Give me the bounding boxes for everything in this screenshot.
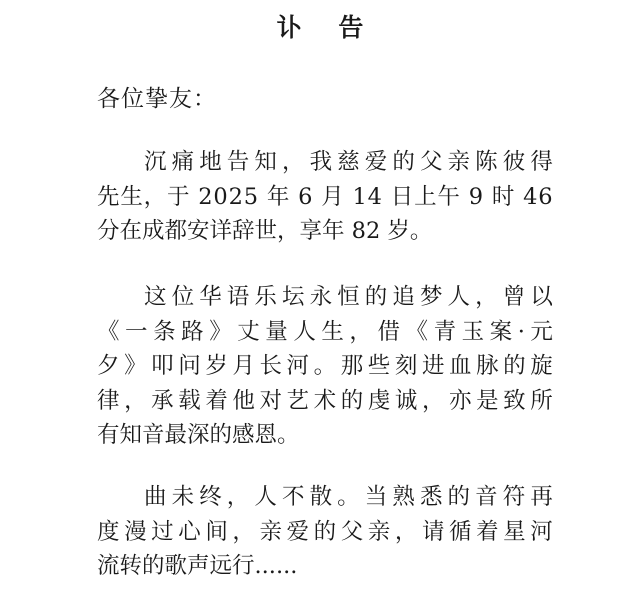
- paragraph-line: 有知音最深的感恩。: [97, 422, 300, 448]
- paragraph-line: 沉 痛 地 告 知 ， 我 慈 爱 的 父 亲 陈 彼 得: [144, 149, 553, 175]
- paragraph-line: 分在成都安详辞世，享年 82 岁。: [97, 218, 433, 244]
- paragraph-line: 夕 》 叩 问 岁 月 长 河 。 那 些 刻 进 血 脉 的 旋: [97, 353, 553, 379]
- paragraph-farewell: [97, 480, 553, 584]
- paragraph-line: 曲 未 终 ， 人 不 散 。 当 熟 悉 的 音 符 再: [144, 484, 553, 510]
- paragraph-line: 流转的歌声远行......: [97, 553, 298, 579]
- paragraph-line: 度 漫 过 心 间 ， 亲 爱 的 父 亲 ， 请 循 着 星 河: [97, 518, 553, 545]
- paragraph-line: 这 位 华 语 乐 坛 永 恒 的 追 梦 人 ， 曾 以: [144, 284, 553, 310]
- paragraph-line: 《 一 条 路 》 丈 量 人 生 ， 借 《 青 玉 案 · 元: [97, 318, 553, 345]
- paragraph-tribute: [97, 280, 553, 453]
- document-title: 讣 告: [276, 13, 378, 42]
- paragraph-announcement: [97, 145, 553, 249]
- paragraph-line: 先 生 ， 于 2 0 2 5 年 6 月 1 4 日 上 午 9 时 4 6: [97, 183, 553, 210]
- paragraph-line: 律 ， 承 载 着 他 对 艺 术 的 虔 诚 ， 亦 是 致 所: [97, 387, 553, 414]
- salutation: 各位挚友：: [97, 86, 217, 112]
